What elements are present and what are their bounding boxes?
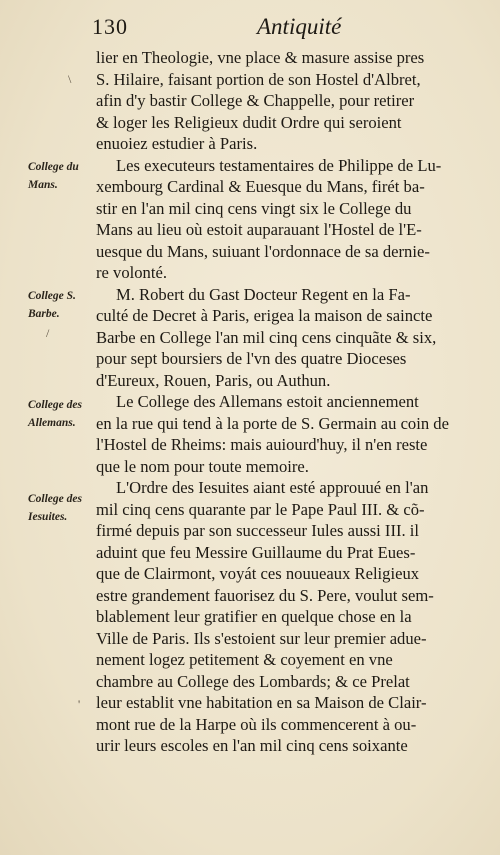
text-line: mont rue de la Harpe où ils commencerent à ou- — [96, 714, 417, 734]
text-line: Barbe en College l'an mil cinq cens cinquãte & six, — [96, 327, 437, 347]
stray-mark: / — [46, 326, 50, 340]
margin-note-college-s-barbe: College S. Barbe. — [28, 290, 76, 320]
text-line: Ville de Paris. Ils s'estoient sur leur premier adue- — [96, 628, 427, 648]
text-line: pour sept boursiers de l'vn des quatre Dioceses — [96, 349, 407, 368]
text-line: blablement leur gratifier en quelque chose en la — [96, 607, 412, 626]
text-line: stir en l'an mil cinq cens vingt six le College du — [96, 198, 412, 218]
text-line: leur establit vne habitation en sa Maison de Clair- — [96, 693, 427, 712]
text-line: re volonté. — [96, 263, 167, 282]
text-line: lier en Theologie, vne place & masure assise pres — [96, 48, 425, 67]
text-line: uesque du Mans, suiuant l'ordonnace de sa dernie- — [96, 241, 430, 261]
text-line: l'Hostel de Rheims: mais auiourd'huy, il n'en reste — [96, 435, 428, 454]
text-line: afin d'y bastir College & Chappelle, pour retirer — [96, 91, 415, 110]
text-line: culté de Decret à Paris, erigea la maison de saincte — [96, 306, 433, 325]
stray-mark: \ — [68, 72, 72, 86]
text-line: enuoiez estudier à Paris. — [96, 134, 258, 153]
text-line: & loger les Religieux dudit Ordre qui seroient — [96, 112, 402, 132]
text-line: Le College des Allemans estoit anciennement — [116, 392, 419, 411]
text-line: M. Robert du Gast Docteur Regent en la Fa- — [116, 284, 411, 304]
text-line: Les executeurs testamentaires de Philippe de Lu- — [116, 155, 442, 175]
margin-note-college-des-iesuites: College des Iesuites. — [28, 493, 82, 523]
margin-note-college-des-allemans: College des Allemans. — [28, 399, 82, 429]
text-line: que le nom pour toute memoire. — [96, 456, 309, 476]
text-line: L'Ordre des Iesuites aiant esté approuué en l'an — [116, 478, 429, 497]
page-header — [92, 14, 472, 44]
text-line: Mans au lieu où estoit auparauant l'Hostel de l'E- — [96, 220, 422, 239]
stray-mark: ' — [78, 697, 81, 711]
body-text — [96, 47, 486, 757]
text-line: S. Hilaire, faisant portion de son Hostel d'Albret, — [96, 69, 421, 89]
text-line: nement logez petitement & coyement en vne — [96, 650, 393, 669]
text-line: mil cinq cens quarante par le Pape Paul III. & cõ- — [96, 499, 425, 519]
text-line: chambre au College des Lombards; & ce Prelat — [96, 671, 410, 691]
running-title: Antiquité — [257, 14, 342, 39]
margin-note-college-du-mans: College du Mans. — [28, 161, 79, 191]
page-number: 130 — [92, 14, 128, 39]
text-line: d'Eureux, Rouen, Paris, ou Authun. — [96, 370, 331, 390]
text-line: aduint que feu Messire Guillaume du Prat Eues- — [96, 542, 416, 562]
text-line: urir leurs escoles en l'an mil cinq cens soixante — [96, 736, 408, 755]
text-line: en la rue qui tend à la porte de S. Germain au coin de — [96, 413, 449, 433]
text-line: estre grandement fauorisez du S. Pere, voulut sem- — [96, 585, 434, 605]
text-line: firmé depuis par son successeur Iules aussi III. il — [96, 521, 420, 540]
text-line: que de Clairmont, voyát ces nouueaux Religieux — [96, 564, 420, 583]
text-line: xembourg Cardinal & Euesque du Mans, firét ba- — [96, 177, 425, 196]
